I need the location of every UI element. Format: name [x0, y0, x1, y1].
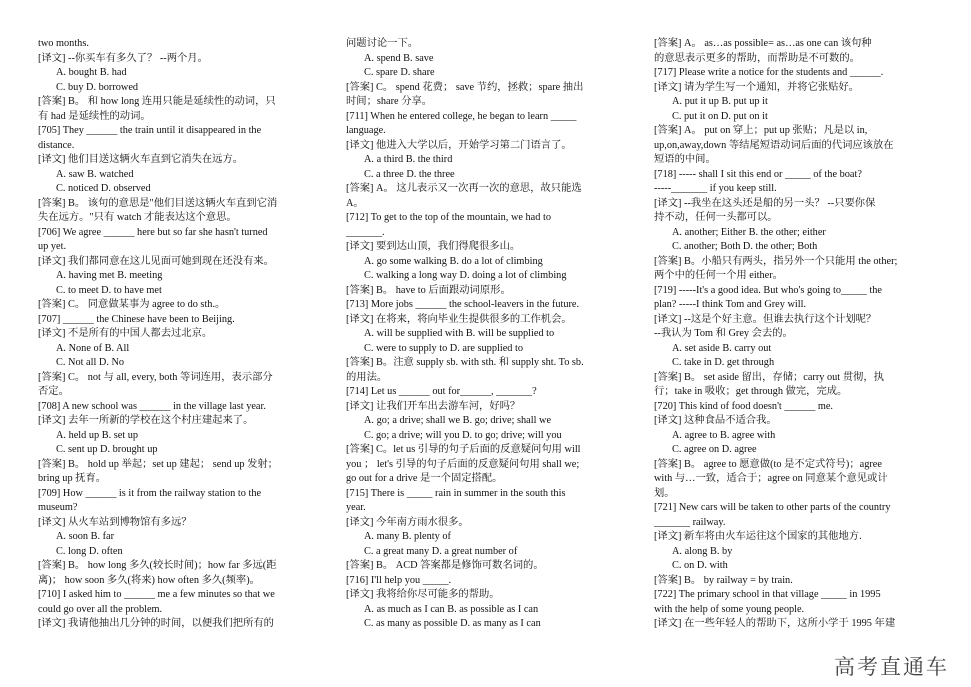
text-line: [译文] 在将来，将向毕业生提供很多的工作机会。 [346, 313, 572, 325]
text-line: year. [346, 502, 366, 513]
text-line: [答案] B。 ACD 答案都是修饰可数名词的。 [346, 560, 544, 571]
text-line: [答案] B。 how long 多久(较长时间)；how far 多远(距 [38, 560, 277, 571]
text-line: 时间；share 分享。 [346, 96, 433, 107]
text-line: distance. [38, 139, 75, 151]
text-line: 的意思表示更多的帮助，而帮助是不可数的。 [654, 52, 860, 64]
text-line: two months. [38, 38, 89, 49]
answer-options: A. go; a drive; shall we B. go; drive; shall we [364, 415, 552, 426]
text-line: [720] This kind of food doesn't ______ me. [654, 400, 833, 412]
text-line: [717] Please write a notice for the students and ______. [654, 67, 884, 78]
text-line: [答案] B。 set aside 留出，存储；carry out 贯彻，执 [654, 371, 884, 383]
answer-options: A. soon B. far [56, 531, 115, 542]
text-line: [译文] 在一些年轻人的帮助下，这所小学于 1995 年建 [654, 618, 896, 629]
text-line: [716] I'll help you _____. [346, 574, 452, 586]
text-line: [译文] 不是所有的中国人都去过北京。 [38, 328, 213, 339]
text-line: [译文] --这是个好主意。但谁去执行这个计划呢？ [654, 313, 877, 325]
answer-options: A. having met B. meeting [56, 270, 163, 281]
text-line: 有 had 是延续性的动词。 [38, 110, 151, 122]
text-line: 问题讨论一下。 [346, 38, 419, 49]
answer-options: C. as many as possible D. as many as I can [364, 618, 541, 629]
answer-options: C. go; a drive; will you D. to go; drive; will you [364, 429, 562, 441]
text-line: [709] How ______ is it from the railway station to the [38, 487, 262, 499]
text-line: [707] ______ the Chinese have been to Beijing. [38, 313, 235, 325]
text-line: [答案] B。小船只有两头，指另外一个只能用 the other; [654, 255, 898, 267]
text-line: [722] The primary school in that village _____ in 1995 [654, 589, 881, 600]
text-line: up,on,away,down 等结尾短语动词后面的代词应该放在 [654, 139, 894, 151]
text-line: [译文] 我请他抽出几分钟的时间，以便我们把所有的 [38, 618, 274, 629]
answer-options: A. along B. by [672, 545, 733, 557]
text-line: [译文] 这种食品不适合我。 [654, 415, 777, 426]
text-line: [710] I asked him to ______ me a few minutes so that we [38, 589, 275, 600]
answer-options: A. a third B. the third [364, 154, 453, 165]
answer-options: C. a great many D. a great number of [364, 545, 518, 557]
text-line: [答案] B。 by railway = by train. [654, 574, 793, 586]
text-line: 划。 [654, 487, 675, 499]
answer-options: C. a three D. the three [364, 168, 455, 180]
text-line: [答案] A。 put on 穿上；put up 张贴；凡是以 in, [654, 125, 868, 136]
text-line: [答案] B。 have to 后面跟动词原形。 [346, 284, 511, 296]
text-line: _______. [346, 226, 385, 238]
text-line: [译文] 我将给你尽可能多的帮助。 [346, 589, 500, 600]
answer-options: A. another; Either B. the other; either [672, 226, 826, 238]
text-line: you ； let's 引导的句子后面的反意疑问句用 shall we; [346, 458, 580, 470]
answer-options: C. on D. with [672, 560, 728, 571]
text-line: [718] ----- shall I sit this end or _____ of the boat? [654, 168, 862, 180]
answer-options: A. held up B. set up [56, 429, 139, 441]
text-line: [706] We agree ______ here but so far she hasn't turned [38, 226, 268, 238]
text-line: [答案] B。 hold up 举起；set up 建起； send up 发射； [38, 458, 278, 470]
text-line: language. [346, 125, 386, 136]
text-line: 离)； how soon 多久(将来) how often 多久(频率)。 [38, 574, 260, 586]
answer-options: A. saw B. watched [56, 168, 134, 180]
text-line: [719] -----It's a good idea. But who's going to_____ the [654, 284, 882, 296]
text-line: [译文] 他们目送这辆火车直到它消失在远方。 [38, 154, 244, 165]
answer-options: A. spend B. save [364, 52, 434, 64]
text-line: _______ railway. [654, 516, 726, 528]
text-line: [译文] 去年一所新的学校在这个村庄建起来了。 [38, 415, 254, 426]
text-line: [705] They ______ the train until it disappeared in the [38, 125, 262, 136]
text-line: [译文] 要到达山顶，我们得爬很多山。 [346, 241, 521, 252]
text-line: [答案] C。 not 与 all, every, both 等词连用，表示部分 [38, 371, 273, 383]
answer-options: C. spare D. share [364, 67, 435, 78]
text-line: [712] To get to the top of the mountain, we had to [346, 212, 551, 223]
text-line: could go over all the problem. [38, 603, 163, 615]
answer-options: A. go some walking B. do a lot of climbing [364, 255, 543, 267]
text-line: 的用法。 [346, 371, 388, 383]
answer-options: C. take in D. get through [672, 357, 775, 368]
text-line: [721] New cars will be taken to other parts of the country [654, 502, 891, 513]
text-line: with 与…一致，适合于；agree on 同意某个意见或计 [654, 473, 888, 484]
text-line: [译文] --你买车有多久了？ --两个月。 [38, 52, 208, 64]
text-line: [译文] 让我们开车出去游车河，好吗？ [346, 400, 521, 412]
text-line: [译文] --我坐在这头还是船的另一头？ --只要你保 [654, 197, 876, 209]
text-line: [译文] 新车将由火车运往这个国家的其他地方. [654, 531, 862, 542]
text-line: plan? -----I think Tom and Grey will. [654, 299, 807, 310]
text-line: [715] There is _____ rain in summer in the south this [346, 487, 566, 499]
column-2 [346, 37, 624, 632]
text-line: [答案] A。 as…as possible= as…as one can 该句种 [654, 38, 872, 49]
answer-options: A. None of B. All [56, 342, 130, 354]
column-1 [38, 37, 334, 632]
answer-options: C. noticed D. observed [56, 183, 151, 194]
answer-options: C. to meet D. to have met [56, 284, 162, 296]
answer-options: A. set aside B. carry out [672, 342, 772, 354]
text-line: 行；take in 吸收；get through 做完，完成。 [654, 386, 848, 397]
text-line: [答案] C。 同意做某事为 agree to do sth.。 [38, 299, 226, 310]
text-line: [译文] 我们都同意在这儿见面可她到现在还没有来。 [38, 255, 274, 267]
answer-options: C. another; Both D. the other; Both [672, 241, 818, 252]
answer-options: C. agree on D. agree [672, 444, 757, 455]
text-line: 两个中的任何一个用 either。 [654, 270, 783, 281]
text-line: 失在远方。"只有 watch 才能表达这个意思。 [38, 212, 237, 223]
text-line: [答案] B。 agree to 愿意做(to 是不定式符号)；agree [654, 458, 882, 470]
text-line: [答案] C。 spend 花费； save 节约，拯救；spare 抽出 [346, 81, 584, 93]
text-line: [答案] A。 这儿表示又一次再一次的意思，故只能选 [346, 183, 582, 194]
watermark-text: 高考直通车 [834, 655, 949, 679]
text-line: --我认为 Tom 和 Grey 会去的。 [654, 328, 793, 339]
text-line: up yet. [38, 241, 67, 252]
text-line: bring up 抚育。 [38, 473, 107, 484]
text-line: [答案] B。 该句的意思是"他们目送这辆火车直到它消 [38, 197, 278, 209]
text-line: [714] Let us ______ out for______, _______? [346, 386, 537, 397]
text-line: [译文] 他进入大学以后，开始学习第二门语言了。 [346, 139, 572, 151]
text-line: [译文] 请为学生写一个通知，并将它张贴好。 [654, 81, 860, 93]
text-line: go out for a drive 是一个固定搭配。 [346, 473, 503, 484]
answer-options: C. walking a long way D. doing a lot of climbing [364, 270, 567, 281]
answer-options: A. bought B. had [56, 67, 127, 78]
answer-options: C. were to supply to D. are supplied to [364, 342, 524, 354]
text-line: 短语的中间。 [654, 154, 716, 165]
text-line: [答案] B。 和 how long 连用只能是延续性的动词，只 [38, 96, 276, 107]
text-line: [译文] 从火车站到博物馆有多远？ [38, 516, 192, 528]
answer-options: C. buy D. borrowed [56, 81, 139, 93]
text-line: [答案] C。let us 引导的句子后面的反意疑问句用 will [346, 444, 581, 455]
text-line: [答案] B。注意 supply sb. with sth. 和 supply sht. To sb. [346, 357, 584, 368]
answer-options: A. agree to B. agree with [672, 429, 776, 441]
text-line: with the help of some young people. [654, 603, 805, 615]
text-line: 否定。 [38, 386, 69, 397]
text-line: [708] A new school was ______ in the village last year. [38, 400, 266, 412]
text-line: 持不动，任何一头都可以。 [654, 212, 778, 223]
text-line: A。 [346, 197, 364, 209]
answer-options: A. put it up B. put up it [672, 96, 768, 107]
column-3 [654, 37, 932, 632]
text-line: -----_______ if you keep still. [654, 183, 777, 194]
answer-options: C. put it on D. put on it [672, 110, 768, 122]
answer-options: A. many B. plenty of [364, 531, 451, 542]
answer-options: C. Not all D. No [56, 357, 125, 368]
answer-options: C. long D. often [56, 545, 123, 557]
text-line: [713] More jobs ______ the school-leavers in the future. [346, 299, 580, 310]
answer-options: A. as much as I can B. as possible as I can [364, 603, 539, 615]
text-line: museum? [38, 502, 78, 513]
answer-options: C. sent up D. brought up [56, 444, 158, 455]
answer-options: A. will be supplied with B. will be supplied to [364, 328, 555, 339]
text-line: [译文] 今年南方雨水很多。 [346, 516, 469, 528]
text-line: [711] When he entered college, he began to learn _____ [346, 110, 577, 122]
